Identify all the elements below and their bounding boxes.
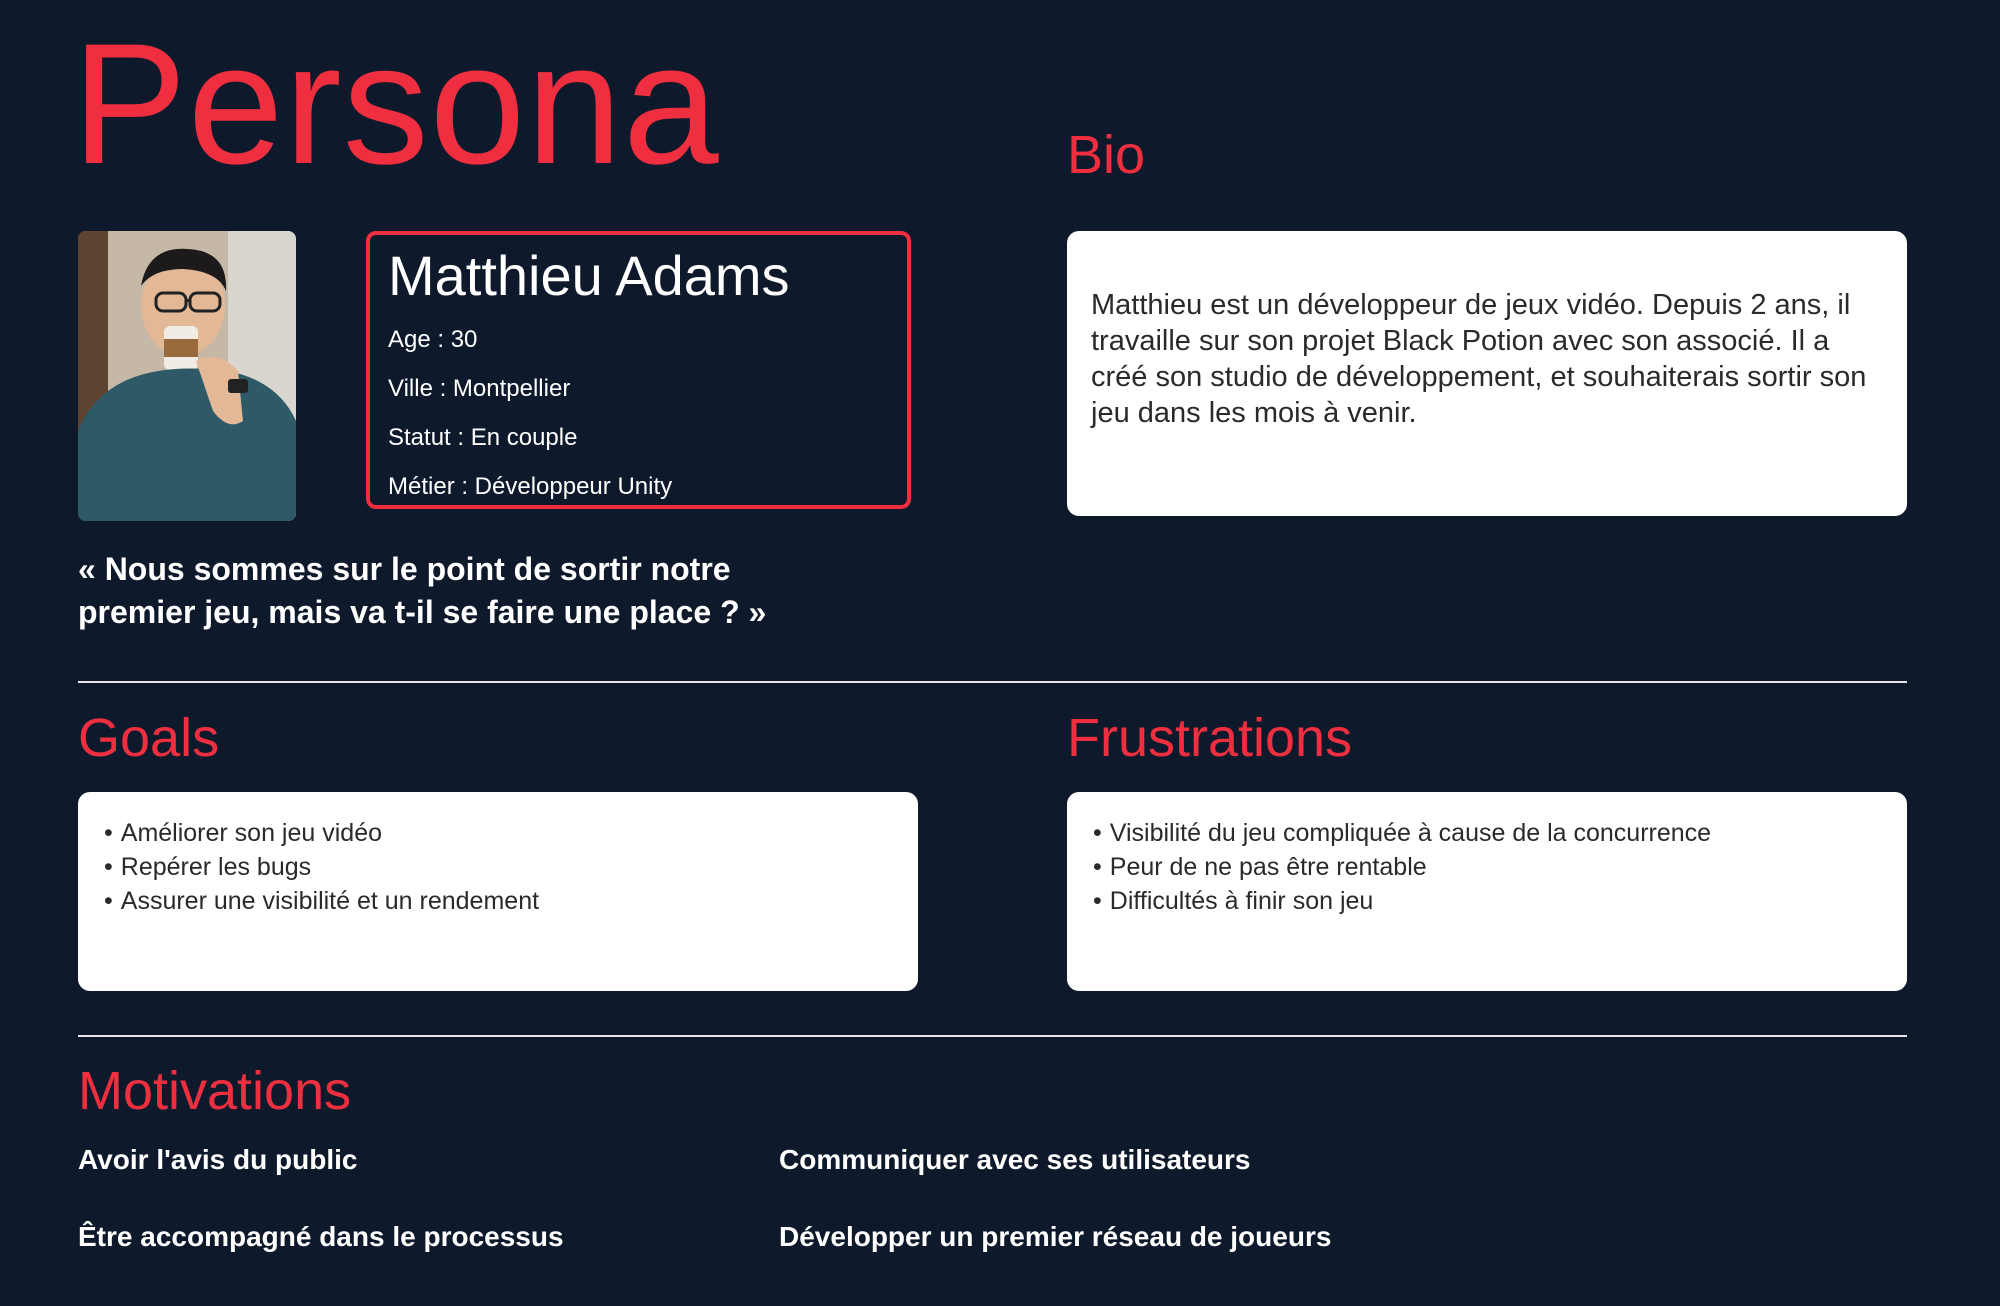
goals-card [78, 792, 918, 991]
persona-id-card [366, 231, 911, 509]
persona-name: Matthieu Adams [388, 244, 790, 307]
divider-2 [78, 1035, 1907, 1037]
bio-card [1067, 231, 1907, 516]
quote-line-2: premier jeu, mais va t-il se faire une place ? » [78, 594, 767, 630]
persona-quote [78, 548, 878, 634]
frustrations-heading: Frustrations [1067, 708, 1353, 768]
frustrations-card [1067, 792, 1907, 991]
motivation-item: Communiquer avec ses utilisateurs [779, 1144, 1251, 1175]
bio-text: Matthieu est un développeur de jeux vidéo. Depuis 2 ans, il travaille sur son projet Black Potion avec son associé. Il a créé son studio de développement, et souhaiterais sortir son jeu dans les mois à venir. [1091, 289, 1867, 429]
bio-heading: Bio [1067, 125, 1146, 185]
persona-status: Statut : En couple [388, 423, 578, 451]
frustration-item: • Visibilité du jeu compliquée à cause de la concurrence [1093, 816, 1881, 850]
persona-city: Ville : Montpellier [388, 374, 571, 402]
goals-heading: Goals [78, 708, 220, 768]
persona-job: Métier : Développeur Unity [388, 472, 673, 500]
goal-item: • Repérer les bugs [104, 850, 892, 884]
frustration-item: • Difficultés à finir son jeu [1093, 884, 1881, 918]
motivations-heading: Motivations [78, 1061, 352, 1121]
persona-age: Age : 30 [388, 325, 478, 353]
goal-item: • Assurer une visibilité et un rendement [104, 884, 892, 918]
persona-photo [78, 231, 296, 521]
motivation-item: Avoir l'avis du public [78, 1144, 358, 1175]
divider-1 [78, 681, 1907, 683]
frustrations-list [1093, 816, 1881, 918]
page-title: Persona [72, 8, 720, 200]
motivation-item: Développer un premier réseau de joueurs [779, 1221, 1332, 1252]
goal-item: • Améliorer son jeu vidéo [104, 816, 892, 850]
quote-line-1: « Nous sommes sur le point de sortir notre [78, 551, 731, 587]
goals-list [104, 816, 892, 918]
frustration-item: • Peur de ne pas être rentable [1093, 850, 1881, 884]
motivation-item: Être accompagné dans le processus [78, 1221, 564, 1252]
